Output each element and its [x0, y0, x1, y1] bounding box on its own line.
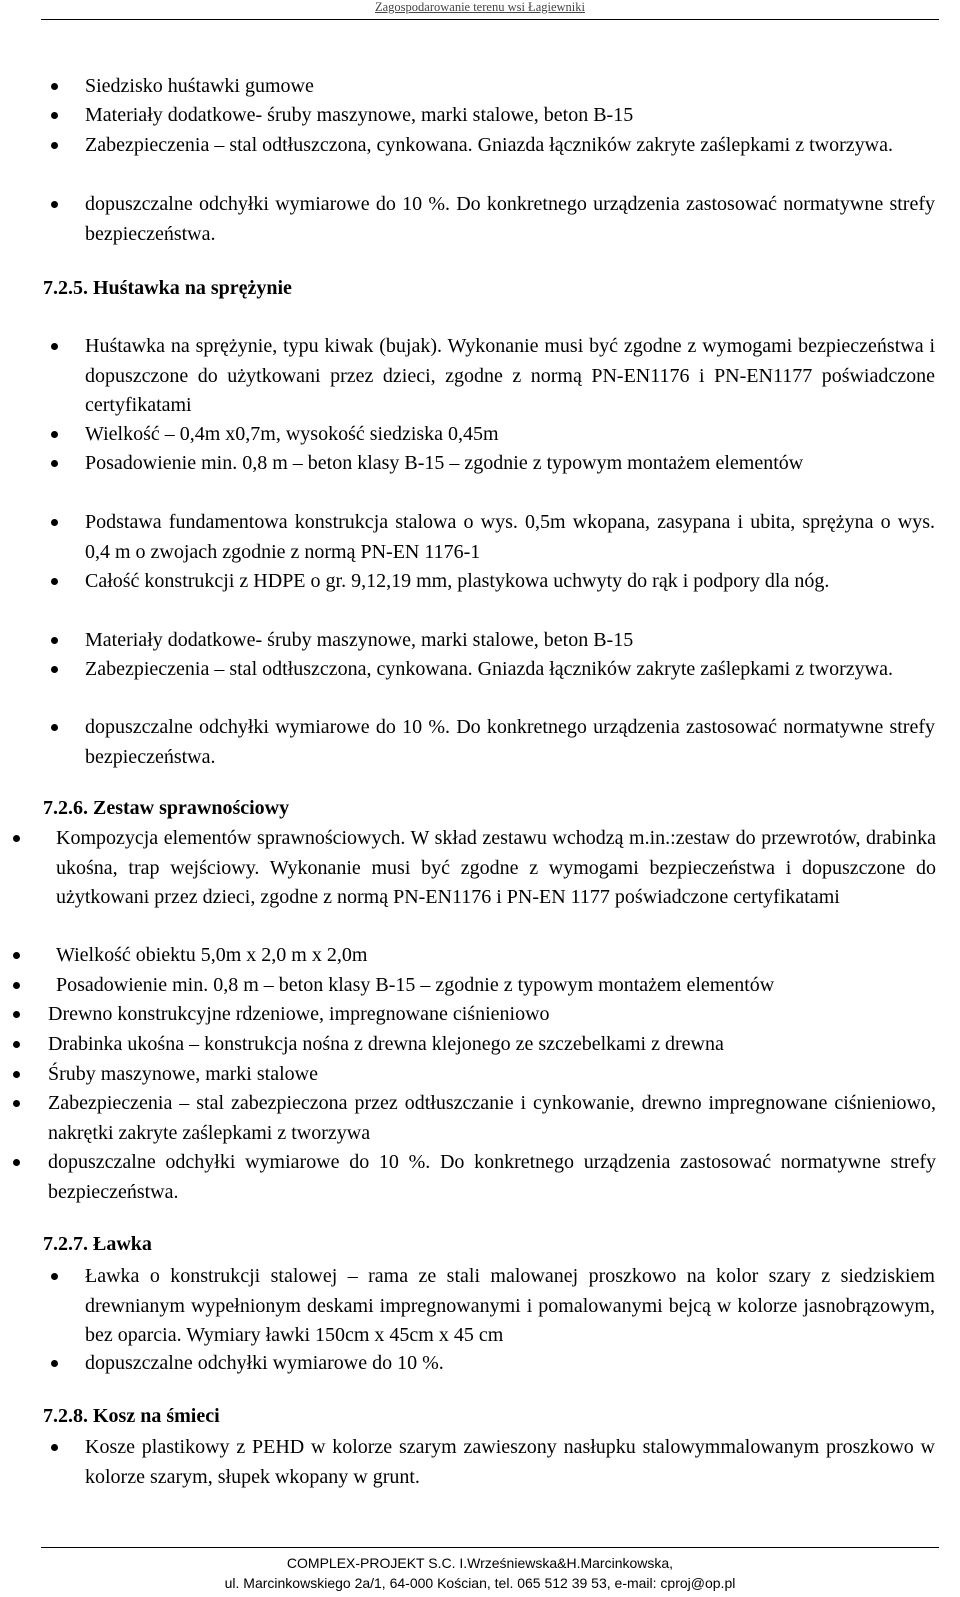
list-item: Posadowienie min. 0,8 m – beton klasy B-15 – zgodnie z typowym montażem elementów — [56, 974, 775, 996]
list-item: Siedzisko huśtawki gumowe — [85, 75, 314, 97]
bullet — [51, 724, 58, 731]
footer-address: ul. Marcinkowskiego 2a/1, 64-000 Kościan, tel. 065 512 39 53, e-mail: cproj@op.pl — [224, 1575, 736, 1591]
bullet — [51, 343, 58, 350]
bullet — [13, 982, 20, 989]
list-item: Wielkość obiektu 5,0m x 2,0 m x 2,0m — [56, 944, 368, 966]
list-item: Ławka o konstrukcji stalowej – rama ze stali malowanej proszkowo na kolor szary z siedziskiem drewnianym wypełnionym deskami impregnowanymi i pomalowanymi bejcą w kolorze jasnobrązowym, bez oparcia. Wymiary ławki 150cm x 45cm x 45 cm — [85, 1265, 935, 1346]
list-item: dopuszczalne odchyłki wymiarowe do 10 %. Do konkretnego urządzenia zastosować normatywne strefy bezpieczeństwa. — [85, 193, 935, 245]
list-item: Zabezpieczenia – stal odtłuszczona, cynkowana. Gniazda łączników zakryte zaślepkami z tworzywa. — [85, 134, 893, 156]
bullet — [51, 83, 58, 90]
list-item: Wielkość – 0,4m x0,7m, wysokość siedziska 0,45m — [85, 423, 499, 445]
bullet — [51, 201, 58, 208]
list-item: Zabezpieczenia – stal zabezpieczona przez odtłuszczanie i cynkowanie, drewno impregnowane ciśnieniowo, nakrętki zakryte zaślepkami z tworzywa — [48, 1092, 936, 1144]
list-item: dopuszczalne odchyłki wymiarowe do 10 %. Do konkretnego urządzenia zastosować normatywne strefy bezpieczeństwa. — [85, 716, 935, 768]
bullet — [51, 637, 58, 644]
list-item: Huśtawka na sprężynie, typu kiwak (bujak). Wykonanie musi być zgodne z wymogami bezpieczeństwa i dopuszczone do użytkowani przez dzieci, zgodne z normą PN-EN1176 i PN-EN1177 poświadczone certyfikatami — [85, 335, 935, 416]
header-rule — [41, 19, 939, 20]
bullet — [13, 835, 20, 842]
bullet — [13, 952, 20, 959]
list-item: Materiały dodatkowe- śruby maszynowe, marki stalowe, beton B-15 — [85, 629, 634, 651]
list-item: Materiały dodatkowe- śruby maszynowe, marki stalowe, beton B-15 — [85, 104, 634, 126]
footer-company: COMPLEX-PROJEKT S.C. I.Wrześniewska&H.Marcinkowska, — [286, 1555, 674, 1571]
section-heading-728: 7.2.8. Kosz na śmieci — [43, 1405, 220, 1427]
list-item: dopuszczalne odchyłki wymiarowe do 10 %. — [85, 1352, 444, 1374]
list-item: Drewno konstrukcyjne rdzeniowe, impregnowane ciśnieniowo — [48, 1003, 550, 1025]
bullet — [51, 666, 58, 673]
section-heading-725: 7.2.5. Huśtawka na sprężynie — [43, 277, 292, 299]
list-item: Całość konstrukcji z HDPE o gr. 9,12,19 mm, plastykowa uchwyty do rąk i podpory dla nóg. — [85, 570, 830, 592]
list-item: Zabezpieczenia – stal odtłuszczona, cynkowana. Gniazda łączników zakryte zaślepkami z tworzywa. — [85, 658, 893, 680]
bullet — [51, 431, 58, 438]
bullet — [51, 1273, 58, 1280]
section-heading-727: 7.2.7. Ławka — [43, 1233, 152, 1255]
bullet — [13, 1100, 20, 1107]
bullet — [13, 1041, 20, 1048]
list-item: Śruby maszynowe, marki stalowe — [48, 1063, 318, 1085]
list-item: Kompozycja elementów sprawnościowych. W skład zestawu wchodzą m.in.:zestaw do przewrotów, drabinka ukośna, trap wejściowy. Wykonanie musi być zgodne z wymogami bezpieczeństwa i dopuszczone do użytkowani przez dzieci, zgodne z normą PN-EN1176 i PN-EN 1177 poświadczone certyfikatami — [56, 827, 936, 908]
bullet — [51, 1444, 58, 1451]
section-heading-726: 7.2.6. Zestaw sprawnościowy — [43, 797, 290, 819]
bullet — [51, 578, 58, 585]
list-item: dopuszczalne odchyłki wymiarowe do 10 %. Do konkretnego urządzenia zastosować normatywne strefy bezpieczeństwa. — [48, 1151, 936, 1203]
header-title: Zagospodarowanie terenu wsi Łagiewniki — [374, 0, 585, 14]
list-item: Posadowienie min. 0,8 m – beton klasy B-15 – zgodnie z typowym montażem elementów — [85, 452, 804, 474]
running-header — [0, 0, 960, 15]
list-item: Drabinka ukośna – konstrukcja nośna z drewna klejonego ze szczebelkami z drewna — [48, 1033, 724, 1055]
footer-rule — [41, 1547, 939, 1548]
bullet — [51, 112, 58, 119]
bullet — [13, 1011, 20, 1018]
list-item: Kosze plastikowy z PEHD w kolorze szarym zawieszony nasłupku stalowymmalowanym proszkowo w kolorze szarym, słupek wkopany w grunt. — [85, 1436, 935, 1488]
bullet — [13, 1159, 20, 1166]
bullet — [13, 1071, 20, 1078]
bullet — [51, 460, 58, 467]
list-item: Podstawa fundamentowa konstrukcja stalowa o wys. 0,5m wkopana, zasypana i ubita, sprężyna o wys. 0,4 m o zwojach zgodnie z normą PN-EN 1176-1 — [85, 511, 935, 563]
bullet — [51, 1360, 58, 1367]
bullet — [51, 142, 58, 149]
bullet — [51, 519, 58, 526]
